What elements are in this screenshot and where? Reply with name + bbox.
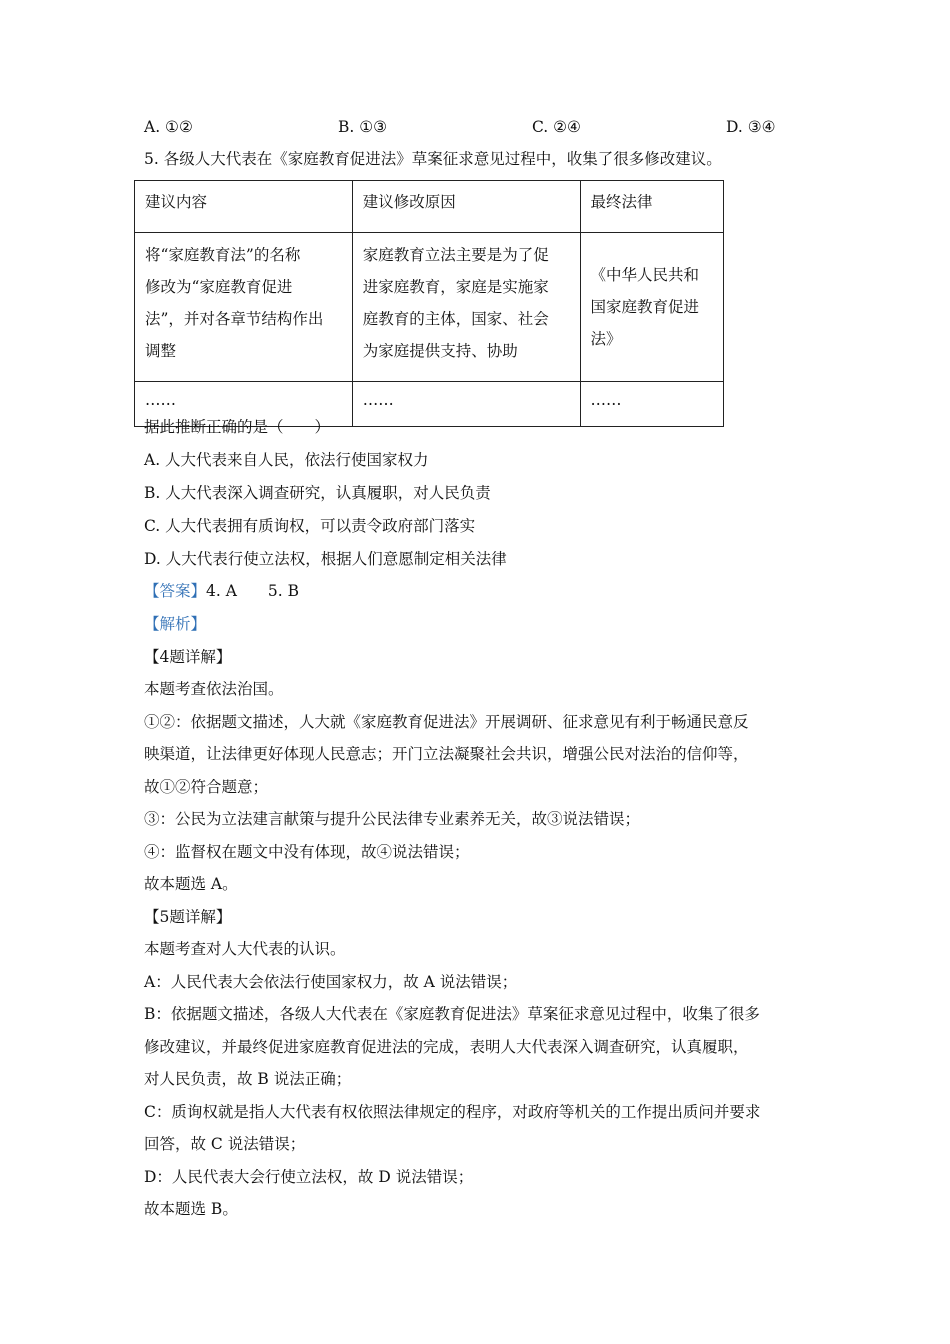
q5-detail-line: C：质询权就是指人大代表有权依照法律规定的程序，对政府等机关的工作提出质问并要求: [144, 1103, 761, 1121]
cell-line: 家庭教育立法主要是为了促: [362, 246, 549, 264]
cell-line: 为家庭提供支持、协助: [362, 342, 518, 360]
q4-option-d: D. ③④: [726, 118, 776, 136]
table-cell: ……: [580, 382, 724, 427]
cell-line: 修改为“家庭教育促进: [145, 278, 293, 296]
cell-line: 庭教育的主体，国家、社会: [362, 310, 549, 328]
cell-line: 《中华人民共和: [590, 266, 700, 284]
q5-option-a: A. 人大代表来自人民，依法行使国家权力: [144, 451, 429, 469]
cell-line: 将“家庭教育法”的名称: [145, 246, 301, 264]
q4-option-b: B. ①③: [338, 118, 388, 136]
q5-detail-line: 故本题选 B。: [144, 1200, 238, 1218]
table-cell: ……: [135, 382, 353, 427]
q5-option-d: D. 人大代表行使立法权，根据人们意愿制定相关法律: [144, 550, 507, 568]
answer-text: 4. A 5. B: [206, 582, 300, 600]
q4-detail-line: ①②：依据题文描述，人大就《家庭教育促进法》开展调研、征求意见有利于畅通民意反: [144, 713, 749, 731]
q4-detail-line: ③：公民为立法建言献策与提升公民法律专业素养无关，故③说法错误；: [144, 810, 641, 828]
q5-detail-line: 本题考查对人大代表的认识。: [144, 940, 346, 958]
q5-detail-line: 回答，故 C 说法错误；: [144, 1135, 306, 1153]
cell-line: 进家庭教育，家庭是实施家: [362, 278, 549, 296]
table-cell-suggestion: [135, 233, 353, 382]
table-row: [135, 233, 724, 382]
cell-line: 法》: [590, 330, 622, 348]
q5-stem: 5. 各级人大代表在《家庭教育促进法》草案征求意见过程中，收集了很多修改建议。: [144, 150, 722, 168]
cell-line: 调整: [145, 342, 177, 360]
q4-option-a: A. ①②: [144, 118, 193, 136]
table-cell-reason: [352, 233, 580, 382]
q4-detail-line: 映渠道，让法律更好体现人民意志；开门立法凝聚社会共识，增强公民对法治的信仰等，: [144, 745, 749, 763]
cell-line: 国家庭教育促进: [590, 298, 700, 316]
q5-option-b: B. 人大代表深入调查研究，认真履职，对人民负责: [144, 484, 491, 502]
q4-detail-line: 本题考查依法治国。: [144, 680, 284, 698]
answer-line: [144, 580, 299, 602]
q5-detail-line: 修改建议，并最终促进家庭教育促进法的完成，表明人大代表深入调查研究，认真履职，: [144, 1038, 749, 1056]
q5-question: 据此推断正确的是（ ）: [144, 418, 331, 436]
cell-line: 法”，并对各章节结构作出: [145, 310, 324, 328]
q5-detail-line: D：人民代表大会行使立法权，故 D 说法错误；: [144, 1168, 474, 1186]
table-header-cell: 建议内容: [135, 181, 353, 233]
suggestion-table: [134, 180, 724, 427]
q4-detail-line: ④：监督权在题文中没有体现，故④说法错误；: [144, 843, 470, 861]
q4-option-c: C. ②④: [532, 118, 581, 136]
q4-detail-heading: 【4题详解】: [144, 648, 232, 666]
q5-option-c: C. 人大代表拥有质询权，可以责令政府部门落实: [144, 517, 476, 535]
q5-detail-heading: 【5题详解】: [144, 908, 232, 926]
table-header-cell: 建议修改原因: [352, 181, 580, 233]
q5-detail-line: 对人民负责，故 B 说法正确；: [144, 1070, 352, 1088]
table-cell-law: [580, 233, 724, 382]
analysis-tag: 【解析】: [144, 615, 207, 633]
q4-detail-line: 故①②符合题意；: [144, 778, 269, 796]
q5-detail-line: A：人民代表大会依法行使国家权力，故 A 说法错误；: [144, 973, 518, 991]
q4-detail-line: 故本题选 A。: [144, 875, 238, 893]
table-header-row: [135, 181, 724, 233]
table-cell: ……: [352, 382, 580, 427]
answer-tag: 【答案】: [144, 582, 207, 600]
q5-detail-line: B：依据题文描述，各级人大代表在《家庭教育促进法》草案征求意见过程中，收集了很多: [144, 1005, 760, 1023]
table-header-cell: 最终法律: [580, 181, 724, 233]
q4-options: [144, 116, 824, 138]
